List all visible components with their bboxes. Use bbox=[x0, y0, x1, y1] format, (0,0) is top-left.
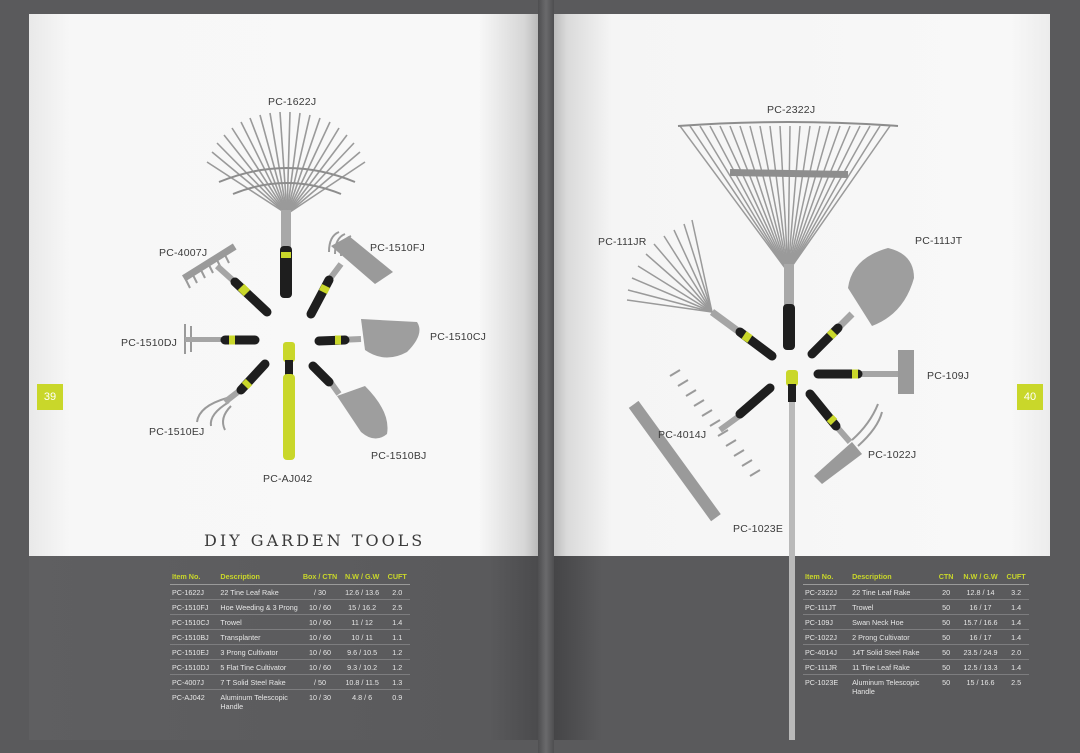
label-pc-1622j: PC-1622J bbox=[268, 96, 317, 108]
table-cell: 10 / 60 bbox=[300, 660, 340, 675]
col-description: Description bbox=[218, 571, 300, 585]
book-spine bbox=[538, 0, 554, 753]
table-cell: PC-1023E bbox=[805, 678, 839, 687]
table-cell: PC-109J bbox=[803, 615, 850, 630]
label-pc-1022j: PC-1022J bbox=[868, 449, 917, 461]
table-header-row bbox=[803, 571, 1029, 585]
table-cell: 15.7 / 16.6 bbox=[958, 615, 1003, 630]
table-cell: PC-1510CJ bbox=[170, 615, 218, 630]
transplanter-tool bbox=[313, 366, 388, 439]
table-row bbox=[170, 690, 410, 714]
col-item-no: Item No. bbox=[803, 571, 850, 585]
table-cell: PC-2322J bbox=[803, 585, 850, 600]
table-header-row bbox=[170, 571, 410, 585]
table-row bbox=[170, 630, 410, 645]
table-cell: 22 Tine Leaf Rake bbox=[218, 585, 300, 600]
table-cell: 50 bbox=[934, 630, 958, 645]
table-cell: 3.2 bbox=[1003, 585, 1029, 600]
label-pc-109j: PC-109J bbox=[927, 370, 970, 382]
label-pc-aj042: PC-AJ042 bbox=[263, 473, 313, 485]
table-cell: PC-1510EJ bbox=[170, 645, 218, 660]
table-cell: 1.2 bbox=[384, 660, 410, 675]
table-cell: Trowel bbox=[218, 615, 300, 630]
prong-cultivator-tool bbox=[197, 364, 265, 430]
col-weight: N.W / G.W bbox=[958, 571, 1003, 585]
table-cell: 5 Flat Tine Cultivator bbox=[218, 660, 300, 675]
table-cell: 10 / 30 bbox=[309, 693, 331, 702]
table-cell: 12.6 / 13.6 bbox=[340, 585, 385, 600]
table-row bbox=[170, 645, 410, 660]
table-cell: Aluminum Telescopic Handle bbox=[852, 678, 920, 696]
table-cell: 1.3 bbox=[384, 675, 410, 690]
table-row bbox=[170, 585, 410, 600]
table-cell: PC-1510DJ bbox=[170, 660, 218, 675]
table-cell: PC-111JR bbox=[803, 660, 850, 675]
label-pc-2322j: PC-2322J bbox=[767, 104, 816, 116]
table-row bbox=[803, 615, 1029, 630]
label-pc-1510dj: PC-1510DJ bbox=[121, 337, 178, 349]
label-pc-1510fj: PC-1510FJ bbox=[370, 242, 425, 254]
table-cell: 14T Solid Steel Rake bbox=[850, 645, 934, 660]
table-cell: 50 bbox=[934, 600, 958, 615]
table-cell: 1.4 bbox=[1003, 600, 1029, 615]
steel-rake-tool bbox=[629, 370, 770, 521]
table-cell: Transplanter bbox=[218, 630, 300, 645]
label-pc-1510ej: PC-1510EJ bbox=[149, 426, 205, 438]
leaf-rake-tool bbox=[207, 112, 365, 214]
col-ctn: CTN bbox=[934, 571, 958, 585]
flat-tine-cultivator-tool bbox=[185, 324, 255, 354]
col-weight: N.W / G.W bbox=[340, 571, 385, 585]
table-row bbox=[803, 600, 1029, 615]
right-page bbox=[552, 14, 1050, 740]
table-cell: 15 / 16.2 bbox=[340, 600, 385, 615]
page-number-left: 39 bbox=[37, 384, 63, 410]
table-cell: 1.4 bbox=[384, 615, 410, 630]
table-cell: 12.5 / 13.3 bbox=[958, 660, 1003, 675]
table-cell: 1.4 bbox=[1003, 630, 1029, 645]
table-cell: 1.1 bbox=[384, 630, 410, 645]
table-cell: PC-4007J bbox=[170, 675, 218, 690]
table-row bbox=[803, 675, 1029, 699]
table-cell: Hoe Weeding & 3 Prong bbox=[218, 600, 300, 615]
table-row bbox=[803, 645, 1029, 660]
table-cell: 2 Prong Cultivator bbox=[850, 630, 934, 645]
trowel-tool bbox=[319, 319, 419, 358]
table-cell: 3 Prong Cultivator bbox=[218, 645, 300, 660]
table-cell: PC-1022J bbox=[803, 630, 850, 645]
table-cell: 1.2 bbox=[384, 645, 410, 660]
label-pc-111jr: PC-111JR bbox=[598, 236, 647, 248]
table-cell: 12.8 / 14 bbox=[958, 585, 1003, 600]
table-cell: 4.8 / 6 bbox=[352, 693, 373, 702]
table-cell: 0.9 bbox=[392, 693, 403, 702]
right-spec-table bbox=[803, 571, 1029, 698]
label-pc-4014j: PC-4014J bbox=[658, 429, 707, 441]
table-row bbox=[170, 615, 410, 630]
table-row bbox=[803, 630, 1029, 645]
table-cell: PC-1622J bbox=[170, 585, 218, 600]
table-row bbox=[803, 585, 1029, 600]
table-cell: Swan Neck Hoe bbox=[850, 615, 934, 630]
left-page bbox=[29, 14, 540, 740]
table-cell: PC-4014J bbox=[803, 645, 850, 660]
table-cell: 10 / 11 bbox=[340, 630, 385, 645]
label-pc-4007j: PC-4007J bbox=[159, 247, 208, 259]
table-cell: / 50 bbox=[300, 675, 340, 690]
label-pc-1510cj: PC-1510CJ bbox=[430, 331, 487, 343]
table-cell: 9.6 / 10.5 bbox=[340, 645, 385, 660]
label-pc-1510bj: PC-1510BJ bbox=[371, 450, 427, 462]
left-spec-table bbox=[170, 571, 410, 713]
table-cell: 10 / 60 bbox=[300, 615, 340, 630]
table-cell: 22 Tine Leaf Rake bbox=[850, 585, 934, 600]
table-cell: 2.0 bbox=[1003, 645, 1029, 660]
table-cell: 50 bbox=[942, 678, 951, 687]
table-cell: 20 bbox=[934, 585, 958, 600]
table-cell: 23.5 / 24.9 bbox=[958, 645, 1003, 660]
telescopic-handle-tool bbox=[283, 342, 295, 460]
large-leaf-rake-tool bbox=[678, 122, 898, 272]
swan-neck-hoe-tool bbox=[818, 350, 914, 394]
col-description: Description bbox=[850, 571, 934, 585]
table-cell: 2.5 bbox=[384, 600, 410, 615]
table-cell: 50 bbox=[934, 615, 958, 630]
table-cell: 50 bbox=[934, 660, 958, 675]
col-item-no: Item No. bbox=[170, 571, 218, 585]
table-cell: 11 / 12 bbox=[340, 615, 385, 630]
table-cell: 9.3 / 10.2 bbox=[340, 660, 385, 675]
table-cell: PC-1510BJ bbox=[170, 630, 218, 645]
table-cell: 50 bbox=[934, 645, 958, 660]
section-title: DIY GARDEN TOOLS bbox=[204, 531, 426, 550]
page-number-right: 40 bbox=[1017, 384, 1043, 410]
table-cell: 16 / 17 bbox=[958, 630, 1003, 645]
table-cell: 15 / 16.6 bbox=[966, 678, 995, 687]
table-row bbox=[170, 600, 410, 615]
table-cell: 2.5 bbox=[1011, 678, 1022, 687]
table-row bbox=[170, 660, 410, 675]
table-cell: PC-111JT bbox=[803, 600, 850, 615]
col-cuft: CUFT bbox=[384, 571, 410, 585]
col-box-ctn: Box / CTN bbox=[300, 571, 340, 585]
table-cell: 10 / 60 bbox=[300, 630, 340, 645]
table-cell: 7 T Solid Steel Rake bbox=[218, 675, 300, 690]
table-cell: 11 Tine Leaf Rake bbox=[850, 660, 934, 675]
table-cell: / 30 bbox=[300, 585, 340, 600]
table-cell: Aluminum Telescopic Handle bbox=[220, 693, 288, 711]
table-cell: 10 / 60 bbox=[300, 645, 340, 660]
table-cell: 10.8 / 11.5 bbox=[340, 675, 385, 690]
table-cell: PC-AJ042 bbox=[172, 693, 205, 702]
two-prong-cultivator-tool bbox=[810, 394, 882, 484]
col-cuft: CUFT bbox=[1003, 571, 1029, 585]
table-cell: 16 / 17 bbox=[958, 600, 1003, 615]
table-cell: 1.4 bbox=[1003, 615, 1029, 630]
small-leaf-rake-tool bbox=[627, 220, 712, 312]
table-cell: 2.0 bbox=[384, 585, 410, 600]
table-row bbox=[803, 660, 1029, 675]
label-pc-111jt: PC-111JT bbox=[915, 235, 963, 247]
table-cell: 10 / 60 bbox=[300, 600, 340, 615]
table-row bbox=[170, 675, 410, 690]
table-cell: PC-1510FJ bbox=[170, 600, 218, 615]
table-cell: 1.4 bbox=[1003, 660, 1029, 675]
label-pc-1023e: PC-1023E bbox=[733, 523, 784, 535]
long-telescopic-handle-tool bbox=[786, 370, 798, 740]
table-cell: Trowel bbox=[850, 600, 934, 615]
shovel-trowel-tool bbox=[812, 248, 914, 354]
